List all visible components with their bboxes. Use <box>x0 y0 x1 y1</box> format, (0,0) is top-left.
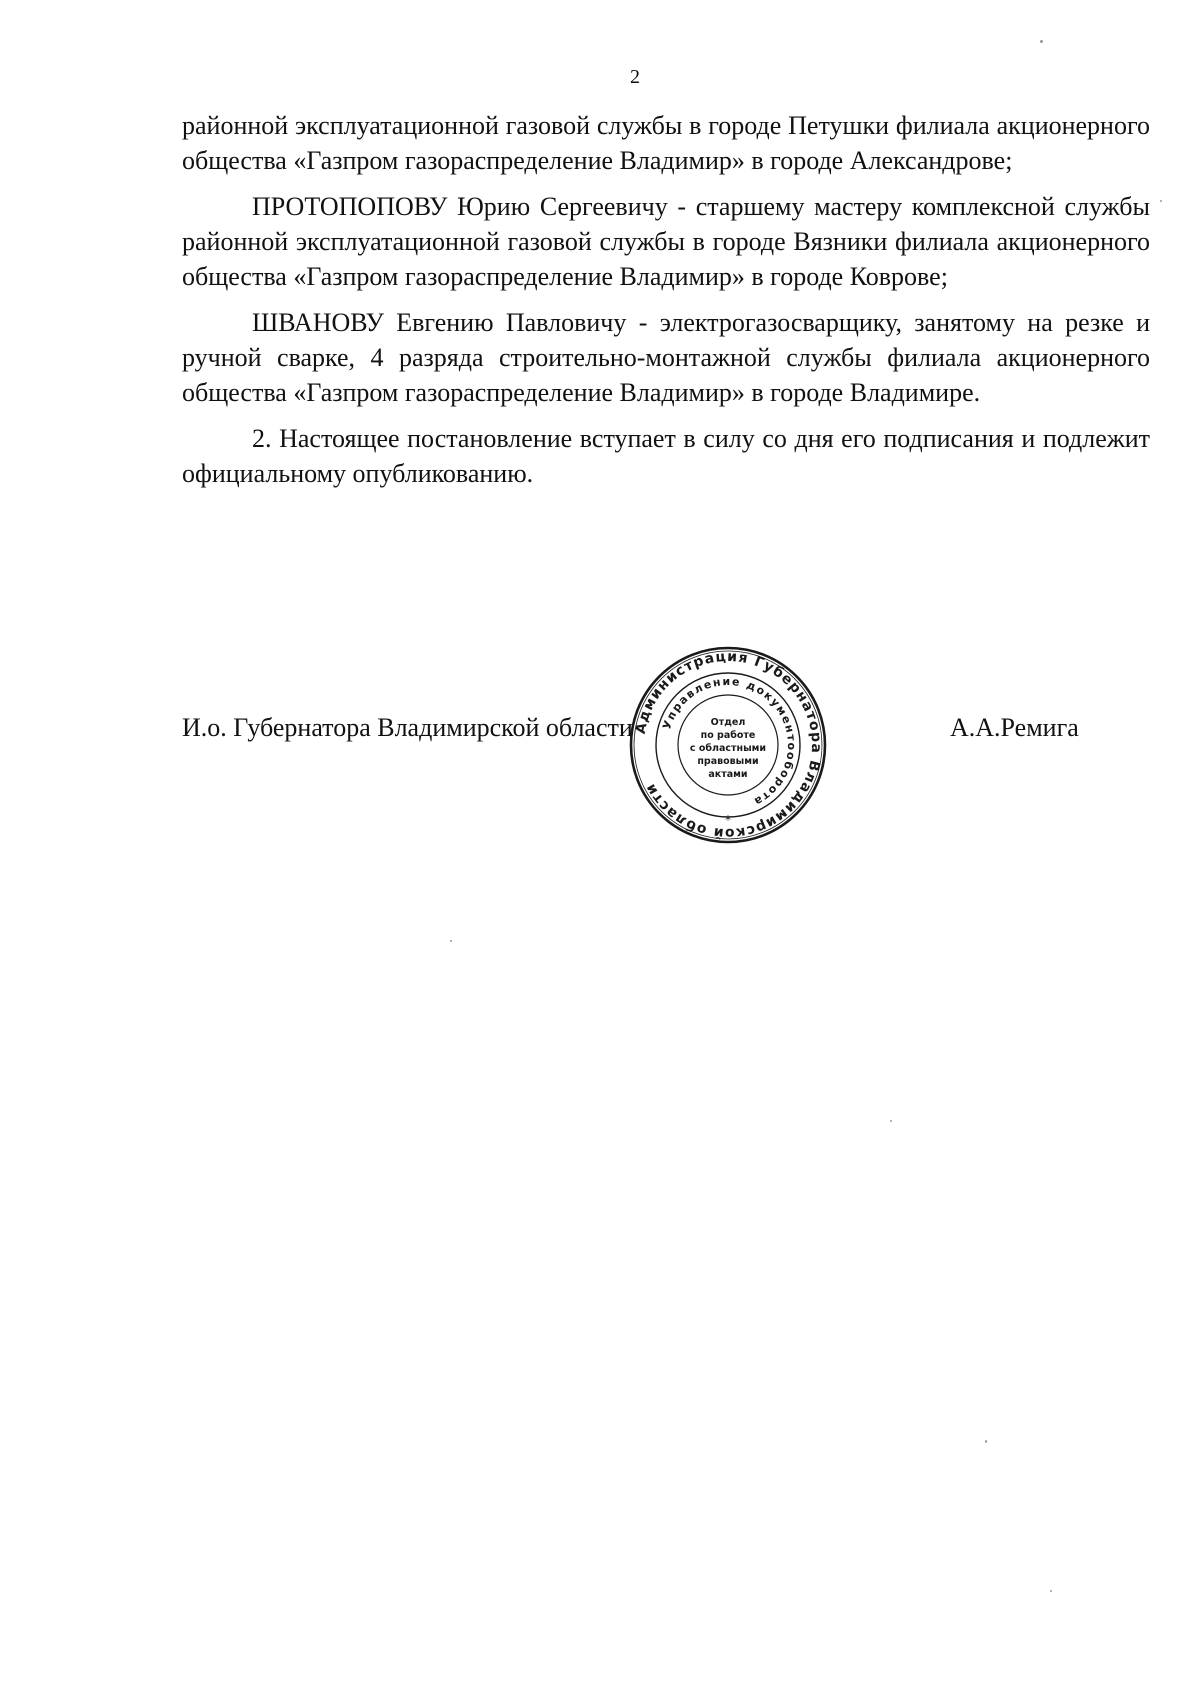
paragraph-1: районной эксплуатационной газовой службы в городе Петушки филиала акционерного общества «Газпром газораспределение Владимир» в городе Александрове; <box>182 111 1150 175</box>
signatory-title: И.о. Губернатора Владимирской области <box>182 713 633 742</box>
page-number-text: 2 <box>630 66 640 88</box>
seal-center-line-2: по работе <box>700 730 756 741</box>
paragraph-3: ШВАНОВУ Евгению Павловичу - электрогазосварщику, занятому на резке и ручной сварке, 4 разряда строительно-монтажной службы филиала акционерного общества «Газпром газораспределение Владимир» в городе Владимире. <box>182 308 1150 407</box>
seal-center <box>690 717 766 780</box>
document-body <box>182 108 1150 502</box>
paragraph-2: ПРОТОПОПОВУ Юрию Сергеевичу - старшему мастеру комплексной службы районной эксплуатационной газовой службы в городе Вязники филиала акционерного общества «Газпром газораспределение Владимир» в городе Коврове; <box>182 192 1150 291</box>
seal-center-line-4: правовыми <box>697 756 759 767</box>
seal-center-line-5: актами <box>708 769 748 780</box>
scan-speck <box>890 1120 892 1122</box>
seal-center-line-1: Отдел <box>710 717 746 728</box>
scan-speck <box>1160 200 1162 202</box>
page-number <box>0 66 1200 89</box>
paragraph-4: 2. Настоящее постановление вступает в силу со дня его подписания и подлежит официальному опубликованию. <box>182 424 1150 488</box>
seal-inner-ring-text: Управление документооборота <box>660 674 799 809</box>
seal-center-line-3: с областными <box>689 743 767 754</box>
seal-star: * <box>725 813 731 827</box>
scan-speck <box>1050 1590 1052 1592</box>
scan-speck <box>1040 40 1043 43</box>
official-seal <box>628 645 828 845</box>
seal-outer-text: Администрация Губернатора Владимирской области <box>632 648 825 842</box>
scan-speck <box>985 1440 987 1443</box>
signatory-name: А.А.Ремига <box>950 713 1079 742</box>
scan-speck <box>450 940 452 942</box>
